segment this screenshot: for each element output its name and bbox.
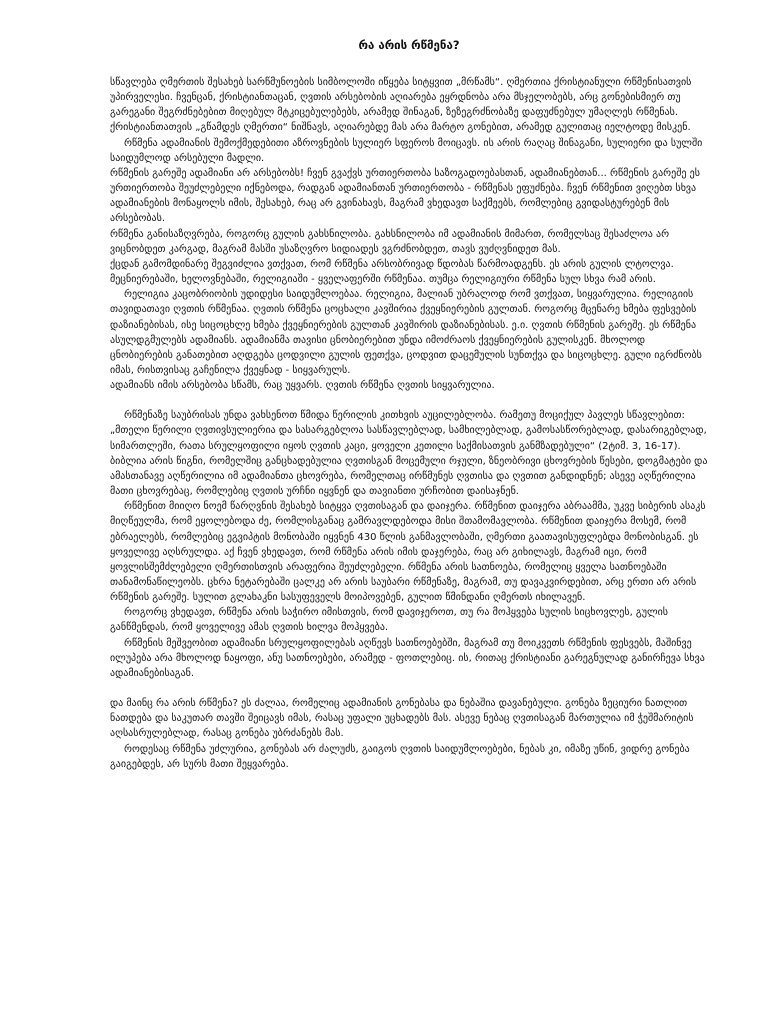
paragraph: რწმენით მიიღო ნოემ წარღვნის შესახებ სიტყვა ღვთისაგან და დაიჯერა. რწმენით დაიჯერა აბრაამმა, უკვე სიბერის ასაკს მიღწეულმა, რომ ეყოლებოდა ძე, რომლისგანაც გამრავლდებოდა მისი შთამომავლობა. რწმენით დაიჯერა მოსემ, რომ ებრაელებს, რომლებიც ეგვიპტის მონობაში იყვნენ 430 წლის განმავლობაში, ღმერთი გაათავისუფლებდა მონობისგან. ეს ყოველივე აღსრულდა. აქ ჩვენ ვხედავთ, რომ რწმენა არის იმის დაჯერება, რაც არ გიხილავს, მაგრამ იცი, რომ ყოვლისშემძლებელი ღმერთისთვის არაფერია შეუძლებელი. რწმენა არის სათნოება, რომელიც ყველა სათნოებაში თანამონაწილეობს. ცხრა ნეტარებაში ცალკე არ არის საუბარი რწმენაზე, მაგრამ, თუ დავაკვირდებით, არც ერთი არ არის რწმენის გარეშე. სულით გლახაკნი სასუფეველს მოიპოვებენ, გულით წმინდანი ღმერთს იხილავენ. [110,501,706,604]
paragraph: ქცდან გამომდინარე შეგვიძლია ვთქვათ, რომ რწმენა არსობრივად წდობას წარმოადგენს. ეს არის გულის ლტოლვა. [110,258,674,270]
paragraph: ბიბლია არის წიგნი, რომელშიც განცხადებულია ღვთისგან მოცემული რჯული, ზნეობრივი ცხოვრების წესები, დოგმატები და ამასთანავე აღწერილია იმ ადამიანთა ცხოვრება, რომელთაც ირწმუნეს ღვთისა და ღვთით განდიდნენ; ასევე აღწერილია მათი ცხოვრებაც, რომლებიც ღვთის ურჩნი იყვნენ და თავიანთი ურჩობით დაისაჯნენ. [110,455,708,498]
paragraph: რწმენაზე საუბრისას უნდა ვახსენოთ წმიდა წერილის კითხვის აუცილებლობა. რამეთუ მოციქულ პავლეს სწავლებით: „მთელი წერილი ღვთივსულიერია და სასარგებლოა სასწავლებლად, სამხილებლად, გამოსასწორებლად, დასარიგებლად, სიმართლეში, რათა სრულყოფილი იყოს ღვთის კაცი, ყოველი კეთილი საქმისათვის განმზადებული“ (2ტიმ. 3, 16-17). [110,410,707,452]
paragraph: სწავლება ღმერთის შესახებ სარწმუნოების სიმბოლოში იწყება სიტყვით „მრწამს“. ღმერთია ქრისტიანული რწმენისათვის უპირველესი. ჩვენცან, ქრისტიანთაცან, ღვთის არსებობის აღიარება ეყრდნობა არა მსჯელობებს, არც გონებისმიერ თუ გარეგანი შეგრძნებებით მიღებულ მტკიცებულებებს, არამედ შინაგან, ზეზეგრძნობაზე დაფუძნებულ უმაღლეს რწმენას. ქრისტიანთათვის „გწამდეს ღმერთი“ ნიშნავს, აღიარებდე მას არა მარტო გონებით, არამედ გულითაც იელტოდე მისკენ. [110,77,692,134]
paragraph: რწმენის მეშვეობით ადამიანი სრულყოფილებას აღწევს სათნოებებში, მაგრამ თუ მოიკვეთს რწმენის ფესვებს, მაშინვე ილუპება არა მხოლოდ ნაყოფი, ანუ სათნოებები, არამედ - ფოთლებიც. ის, რითაც ქრისტიანი გარეგნულად განირჩევა სხვა ადამიანებისაგან. [110,637,705,679]
paragraph: ადამიანს იმის არსებობა სწამს, რაც უყვარს. ღვთის რწმენა ღვთის სიყვარულია. [110,380,495,392]
paragraph: და მაინც რა არის რწმენა? ეს ძალაა, რომელიც ადამიანის გონებასა და ნებაშია დავანებული. გონება ზეციური ნათლით ნათდება და საკუთარ თავში შეიცავს იმას, რასაც უფალი უცხადებს მას. ასევე ნებაც ღვთისაგან მართულია იმ ჭეშმარიტის აღსასრულებლად, რასაც გონება უბრძანებს მას. [110,698,694,740]
paragraph: როდესაც რწმენა უძლურია, გონებას არ ძალუძს, გაიგოს ღვთის საიდუმლოებები, ნებას კი, იმაზე უწინ, ვიდრე გონება გაიგებდეს, არ სურს მათი შეყვარება. [110,743,690,770]
paragraph: როგორც ვხედავთ, რწმენა არის საჭირო იმისთვის, რომ დავიჯეროთ, თუ რა მოჰყვება სულის სიცხოვლეს, გულის განწმენდას, რომ ყოველივე ამას ღვთის ხილვა მოჰყვება. [110,607,669,634]
paragraph: რელიგია კაცობრიობის უდიდესი საიდუმლოებაა. რელიგია, მალიან უბრალოდ რომ ვთქვათ, სიყვარულია. რელიგიის თავიდათავი ღვთის რწმენაა. ღვთის რწმენა ცოცხალი კავშირია ქვეყნიერების გულთან. როგორც მცენარე ხმება ფესვების დაზიანებისას, ისე სიცოცხლე ხმება ქვეყნიერების გულთან კავშირის დაზიანებისას. ე.ი. ღვთის რწმენის გარეშე. ეს რწმენა ასულდგმულებს ადამიანს. ადამიანმა თავისი ცნობიერებით უნდა იმოძრაოს ქვეყნიერების გულისკენ. მხოლოდ ცნობიერების განათებით აღდგება ცოდვილი გულის ფეთქვა, ცოდვით დაცემულის სუნთქვა და სიცოცხლე. გული იგრძნობს იმას, რისთვისაც გაჩენილა ქვეყნად - სიყვარულს. [110,289,702,376]
paragraph: მეცნიერებაში, ხელოვნებაში, რელიგიაში - ყველაფერში რწმენაა. თუმცა რელიგიური რწმენა სულ სხვა რამ არის. [110,274,656,286]
article-body [110,75,708,772]
paragraph: რწმენის გარეშე ადამიანი არ არსებობს! ჩვენ გვაქვს ურთიერთობა საზოგადოებასთან, ადამიანებთან... რწმენის გარეშე ეს ურთიერთობა შეუძლებელი იქნებოდა, რადგან ადამიანთან ურთიერთობა - რწმენას ეფუძნება. ჩვენ რწმენით ვიღებთ სხვა ადამიანების მონაყოლს იმის, შესახებ, რაც არ გვინახავს, მაგრამ ვხედავთ საქმეებს, რომლებიც გვიდასტურებენ მის არსებობას. [110,167,700,225]
page-title: რა არის რწმენა? [358,38,460,52]
paragraph: რწმენა განისაზღვრება, როგორც გულის გახსნილობა. გახსნილობა იმ ადამიანის მიმართ, რომელსაც შესაძლოა არ ვიცნობდეთ კარგად, მაგრამ მასში უსაზღვრო სიდიადეს ვგრძნობდეთ, თავს ვუძღვნიდეთ მას. [110,228,670,255]
paragraph: რწმენა ადამიანის შემოქმედებითი აზროვნების სულიერ სფეროს მოიცავს. ის არის რაღაც შინაგანი, სულიერი და სულში საიდუმლოდ არსებული მადლი. [110,137,703,164]
